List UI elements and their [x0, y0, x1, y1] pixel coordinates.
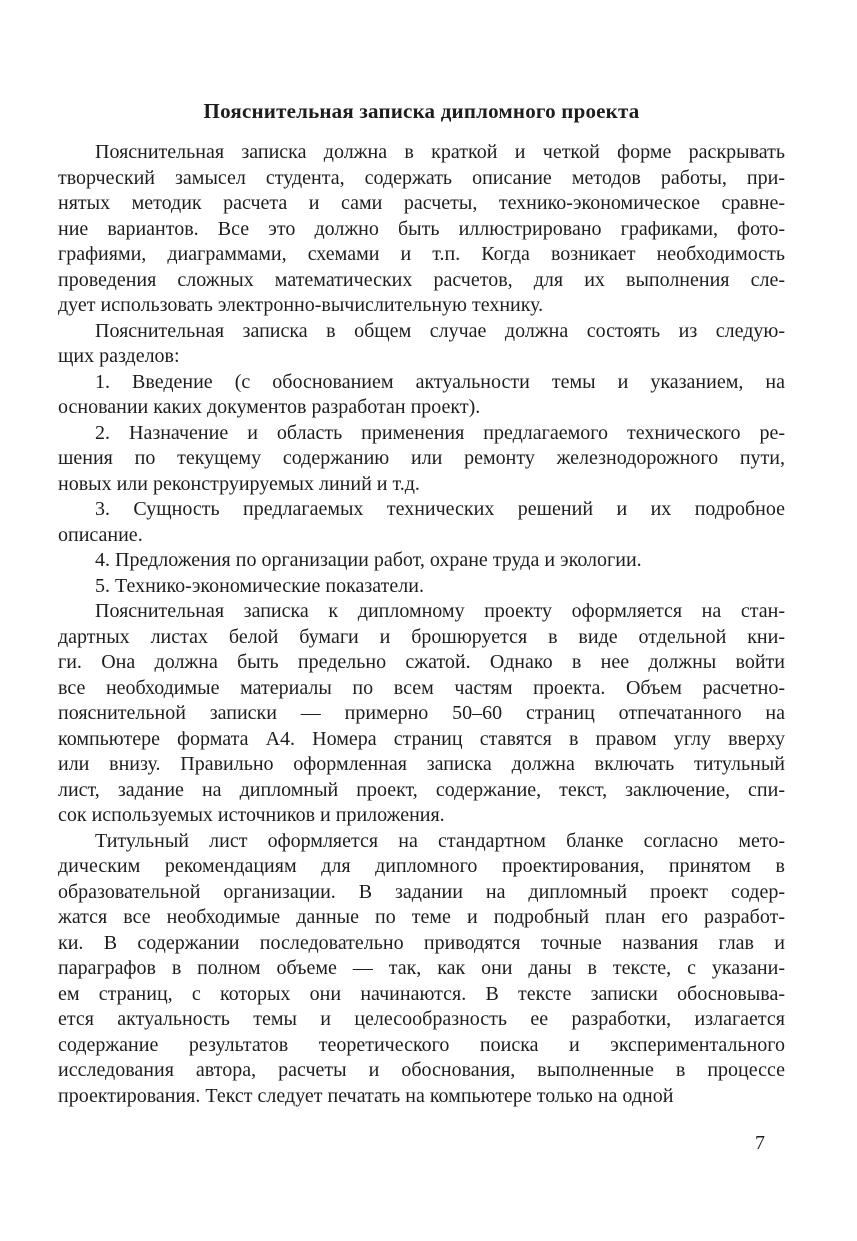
text-line: новых или реконструируемых линий и т.д. — [58, 472, 420, 495]
text-line: Пояснительная записка должна в краткой и четкой форме раскрывать — [95, 141, 785, 163]
text-line: нятых методик расчета и сами расчеты, технико-экономическое сравне- — [58, 192, 785, 214]
list-item-3 — [58, 497, 785, 548]
text-line: ется актуальность темы и целесообразность ее разработки, излагается — [58, 1008, 785, 1030]
text-line: графиями, диаграммами, схемами и т.п. Когда возникает необходимость — [58, 243, 785, 265]
text-line: 4. Предложения по организации работ, охране труда и экологии. — [95, 549, 642, 571]
text-line: проведения сложных математических расчетов, для их выполнения сле- — [58, 268, 785, 291]
paragraph — [58, 829, 785, 1110]
list-item-5 — [58, 574, 785, 600]
text-line: ем страниц, с которых они начинаются. В тексте записки обосновыва- — [58, 982, 785, 1005]
text-line: 3. Сущность предлагаемых технических решений и их подробное — [95, 498, 785, 520]
text-line: исследования автора, расчеты и обоснования, выполненные в процессе — [58, 1059, 785, 1081]
text-line: Пояснительная записка в общем случае должна состоять из следую- — [95, 319, 785, 342]
text-line: содержание результатов теоретического поиска и экспериментального — [58, 1033, 785, 1056]
text-line: сок используемых источников и приложения. — [58, 804, 445, 826]
paragraph — [58, 599, 785, 829]
text-line: основании каких документов разработан проект). — [58, 396, 481, 418]
text-line: ки. В содержании последовательно приводятся точные названия глав и — [58, 931, 785, 954]
page-number: 7 — [755, 1132, 765, 1154]
text-line: дует использовать электронно-вычислительную технику. — [58, 294, 544, 316]
paragraph — [58, 319, 785, 370]
text-line: описание. — [58, 523, 143, 546]
text-line: 1. Введение (с обоснованием актуальности темы и указанием, на — [95, 370, 785, 393]
text-line: ги. Она должна быть предельно сжатой. Однако в нее должны войти — [58, 651, 785, 673]
text-line: Титульный лист оформляется на стандартном бланке согласно мето- — [95, 829, 785, 852]
text-line: пояснительной записки — примерно 50–60 страниц отпечатанного на — [58, 702, 785, 724]
paragraph — [58, 140, 785, 319]
list-item-4 — [58, 548, 785, 574]
text-line: проектирования. Текст следует печатать на компьютере только на одной — [58, 1084, 674, 1107]
text-line: жатся все необходимые данные по теме и подробный план его разработ- — [58, 906, 785, 928]
text-line: лист, задание на дипломный проект, содержание, текст, заключение, спи- — [58, 778, 785, 801]
text-line: все необходимые материалы по всем частям проекта. Объем расчетно- — [58, 676, 785, 699]
text-line: дартных листах белой бумаги и брошюруется в виде отдельной кни- — [58, 625, 785, 648]
page-title: Пояснительная записка дипломного проекта — [203, 99, 640, 123]
text-line: шения по текущему содержанию или ремонту железнодорожного пути, — [58, 447, 785, 469]
text-line: творческий замысел студента, содержать описание методов работы, при- — [58, 166, 785, 189]
text-line: 2. Назначение и область применения предлагаемого технического ре- — [95, 421, 785, 444]
page-body — [58, 140, 785, 1109]
text-line: компьютере формата А4. Номера страниц ставятся в правом углу вверху — [58, 727, 785, 750]
text-line: образовательной организации. В задании на дипломный проект содер- — [58, 880, 785, 903]
text-line: Пояснительная записка к дипломному проекту оформляется на стан- — [95, 600, 785, 622]
text-line: параграфов в полном объеме — так, как они даны в тексте, с указани- — [58, 957, 785, 979]
list-item-1 — [58, 370, 785, 421]
text-line: щих разделов: — [58, 345, 180, 367]
text-line: ние вариантов. Все это должно быть иллюстрировано графиками, фото- — [58, 217, 785, 240]
text-line: 5. Технико-экономические показатели. — [95, 574, 424, 597]
text-line: или внизу. Правильно оформленная записка должна включать титульный — [58, 753, 785, 775]
text-line: дическим рекомендациям для дипломного проектирования, принятом в — [58, 855, 785, 877]
list-item-2 — [58, 421, 785, 498]
